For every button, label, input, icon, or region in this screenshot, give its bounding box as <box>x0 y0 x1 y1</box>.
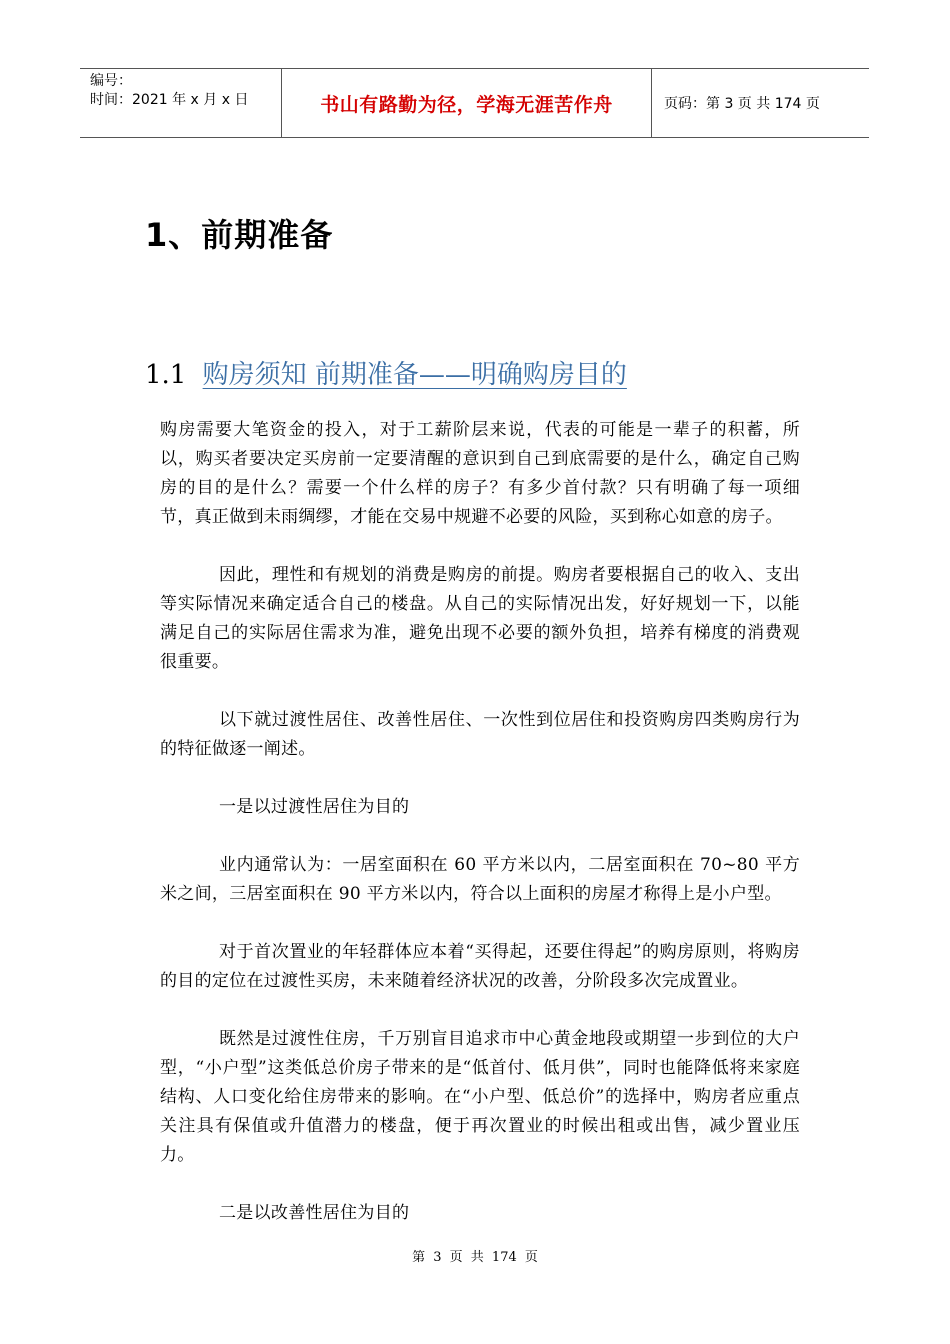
page-header <box>80 68 869 138</box>
page-info: 页码：第 3 页 共 174 页 <box>664 96 820 112</box>
header-page-info-cell <box>652 69 869 137</box>
subsection-number: 1.1 <box>145 360 187 390</box>
paragraph: 以下就过渡性居住、改善性居住、一次性到位居住和投资购房四类购房行为的特征做逐一阐述。 <box>160 710 800 759</box>
number-label: 编号： <box>90 73 132 89</box>
paragraph: 业内通常认为：一居室面积在 60 平方米以内，二居室面积在 70~80 平方米之间，三居室面积在 90 平方米以内，符合以上面积的房屋才称得上是小户型。 <box>160 855 800 904</box>
paragraph: 购房需要大笔资金的投入，对于工薪阶层来说，代表的可能是一辈子的积蓄，所以，购买者要决定买房前一定要清醒的意识到自己到底需要的是什么，确定自己购房的目的是什么？需要一个什么样的房子？有多少首付款？只有明确了每一项细节，真正做到未雨绸缪，才能在交易中规避不必要的风险，买到称心如意的房子。 <box>160 420 800 527</box>
header-meta <box>80 69 282 137</box>
motto: 书山有路勤为径，学海无涯苦作舟 <box>320 93 613 116</box>
time-label: 时间：2021 年 x 月 x 日 <box>90 92 249 108</box>
paragraph: 二是以改善性居住为目的 <box>219 1203 410 1223</box>
paragraph: 对于首次置业的年轻群体应本着“买得起，还要住得起”的购房原则，将购房的目的定位在过渡性买房，未来随着经济状况的改善，分阶段多次完成置业。 <box>160 942 800 991</box>
paragraph: 既然是过渡性住房，千万别盲目追求市中心黄金地段或期望一步到位的大户型，“小户型”这类低总价房子带来的是“低首付、低月供”，同时也能降低将来家庭结构、人口变化给住房带来的影响。在“小户型、低总价”的选择中，购房者应重点关注具有保值或升值潜力的楼盘，便于再次置业的时候出租或出售，减少置业压力。 <box>160 1029 800 1165</box>
subsection-heading <box>145 354 627 391</box>
body-text <box>160 416 800 1257</box>
paragraph: 一是以过渡性居住为目的 <box>219 797 410 817</box>
paragraph: 因此，理性和有规划的消费是购房的前提。购房者要根据自己的收入、支出等实际情况来确定适合自己的楼盘。从自己的实际情况出发，好好规划一下，以能满足自己的实际居住需求为准，避免出现不必要的额外负担，培养有梯度的消费观很重要。 <box>160 565 800 672</box>
page-footer: 第 3 页 共 174 页 <box>412 1250 538 1265</box>
header-motto-cell <box>282 69 652 137</box>
section-heading: 1、前期准备 <box>145 216 334 254</box>
subsection-title-link[interactable]: 购房须知 前期准备——明确购房目的 <box>202 360 627 390</box>
